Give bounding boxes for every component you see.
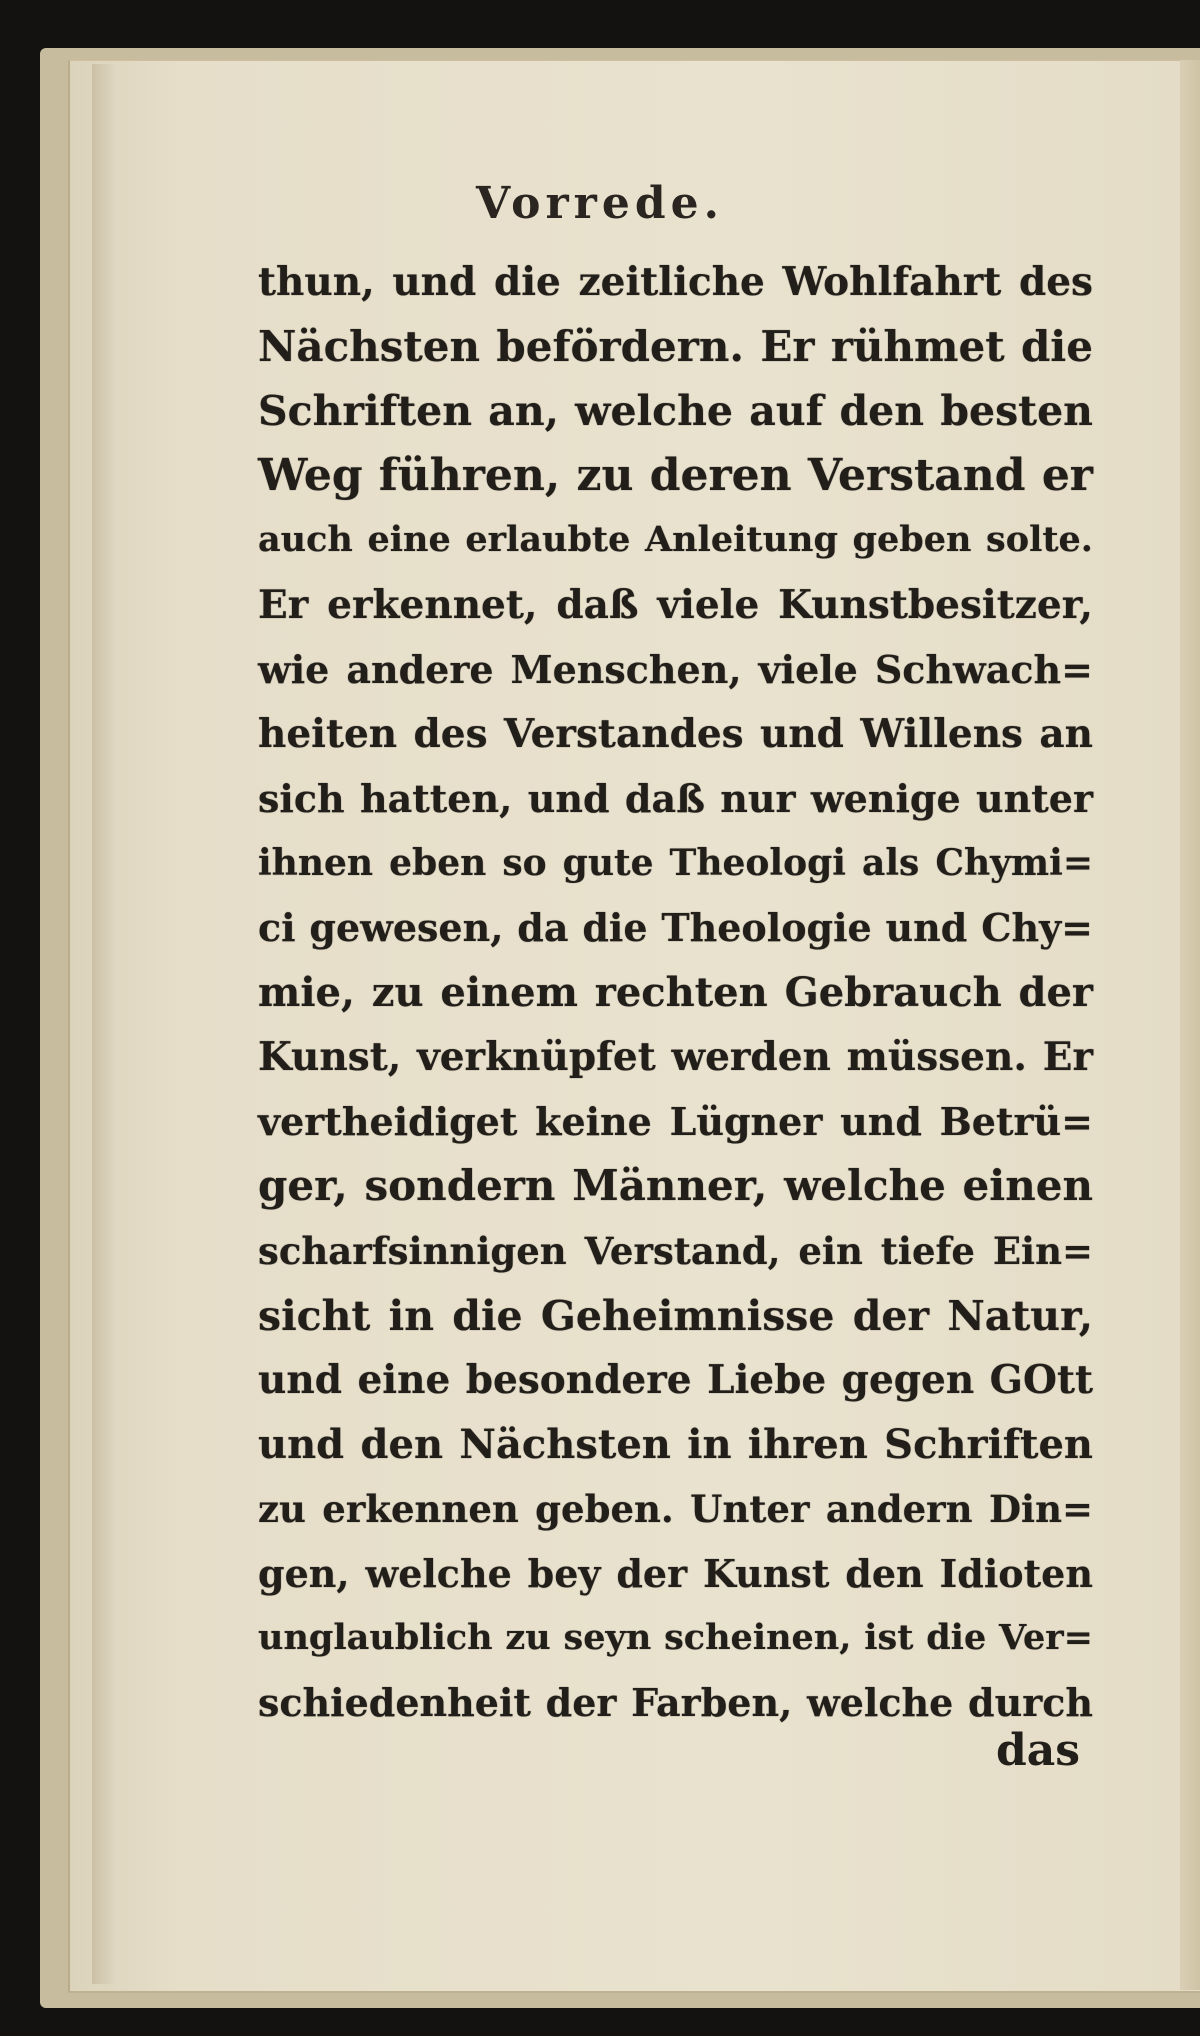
text-line: und den Nächsten in ihren Schriften xyxy=(258,1420,1093,1468)
gutter-shadow xyxy=(92,64,116,1984)
page-right-edge xyxy=(1180,60,1200,1990)
text-line: Kunst, verknüpfet werden müssen. Er xyxy=(258,1034,1093,1081)
text-line: unglaublich zu seyn scheinen, ist die Ver= xyxy=(258,1617,1093,1659)
text-line: schiedenheit der Farben, welche durch xyxy=(258,1680,1093,1726)
text-line: mie, zu einem rechten Gebrauch der xyxy=(258,968,1093,1016)
text-line: Er erkennet, daß viele Kunstbesitzer, xyxy=(258,581,1093,628)
text-line: Schriften an, welche auf den besten xyxy=(258,387,1093,436)
text-line: ger, sondern Männer, welche einen xyxy=(258,1161,1093,1211)
text-line: und eine besondere Liebe gegen GOtt xyxy=(258,1357,1093,1404)
text-line: vertheidiget keine Lügner und Betrü= xyxy=(258,1098,1093,1144)
running-head: Vorrede. xyxy=(476,178,724,229)
body-text xyxy=(258,250,1093,1736)
text-line: ihnen eben so gute Theologi als Chymi= xyxy=(258,842,1093,885)
text-line: thun, und die zeitliche Wohlfahrt des xyxy=(258,259,1093,305)
text-line: zu erkennen geben. Unter andern Din= xyxy=(258,1487,1093,1532)
text-line: Weg führen, zu deren Verstand er xyxy=(258,449,1093,501)
text-line: Nächsten befördern. Er rühmet die xyxy=(258,321,1093,371)
text-line: heiten des Verstandes und Willens an xyxy=(258,711,1093,758)
text-line: ci gewesen, da die Theologie und Chy= xyxy=(258,904,1093,950)
catchword: das xyxy=(995,1725,1080,1776)
text-line: sicht in die Geheimnisse der Natur, xyxy=(258,1291,1093,1340)
text-line: wie andere Menschen, viele Schwach= xyxy=(258,646,1093,692)
text-line: gen, welche bey der Kunst den Idioten xyxy=(258,1550,1093,1596)
text-line: sich hatten, und daß nur wenige unter xyxy=(258,775,1093,821)
text-line: auch eine erlaubte Anleitung geben solte. xyxy=(258,519,1093,561)
text-line: scharfsinnigen Verstand, ein tiefe Ein= xyxy=(258,1228,1093,1273)
